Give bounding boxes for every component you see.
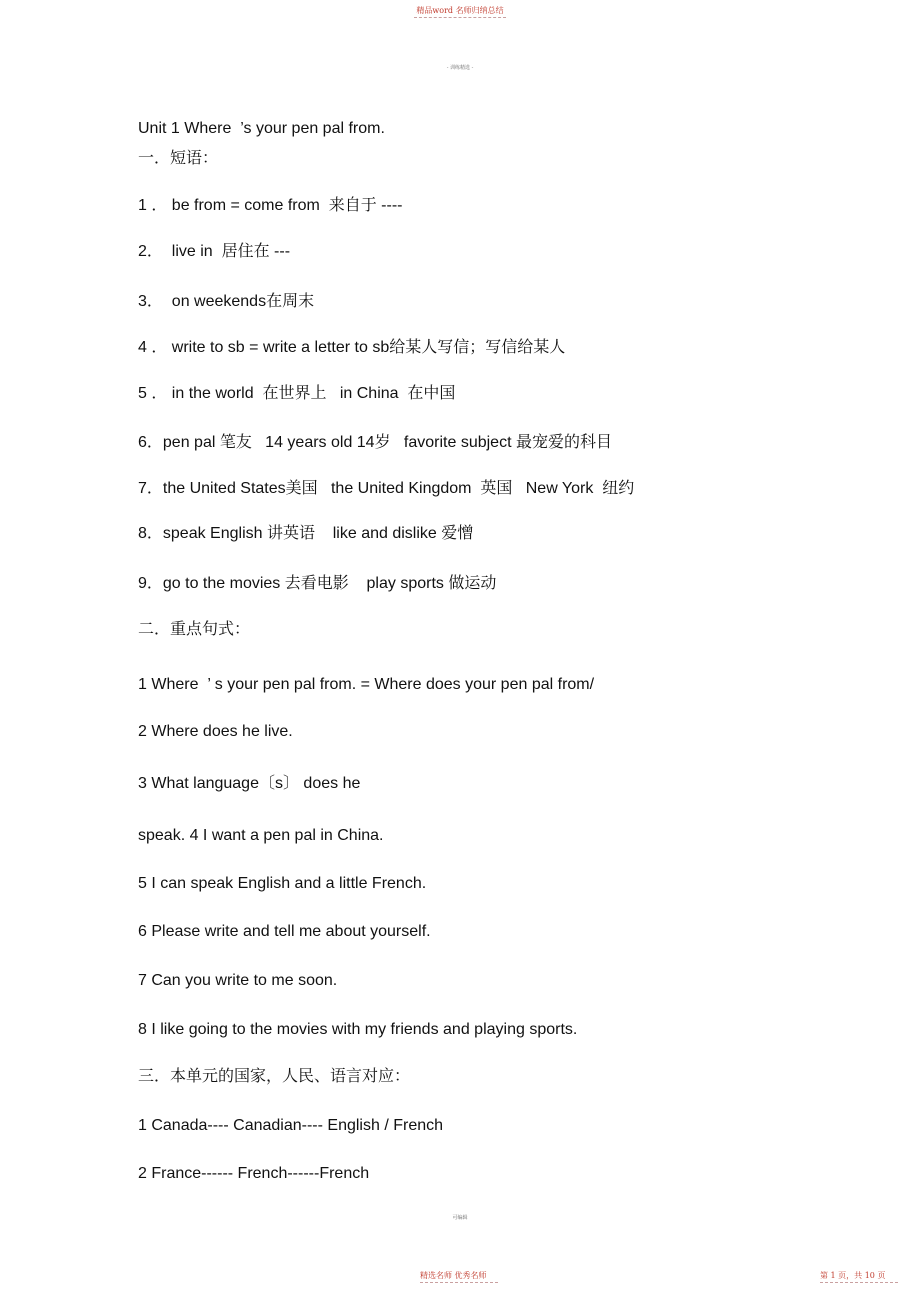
phrase-item: 8．speak English 讲英语 like and dislike 爱憎 [138,525,474,542]
phrase-item: 4 ． write to sb = write a letter to sb给某人写信；写信给某人 [138,339,566,356]
country-item: 1 Canada---- Canadian---- English / French [138,1117,444,1134]
footer-right-dashed-rule [820,1282,898,1283]
phrase-item: 6．pen pal 笔友 14 years old 14岁 favorite subject 最宠爱的科目 [138,434,612,451]
sentence-item: 6 Please write and tell me about yourself. [138,923,431,940]
header-label: 精品word 名师归纳总结 [416,6,504,15]
section-heading-phrases: 一．短语： [138,148,219,167]
sentence-item: 3 What language〔s〕 does he [138,775,361,792]
phrase-item: 5 ． in the world 在世界上 in China 在中国 [138,385,456,402]
footer-page-number [820,1270,898,1283]
sentence-item: 2 Where does he live. [138,723,293,740]
section-heading-countries: 三．本单元的国家，人民、语言对应： [138,1066,411,1085]
phrase-item: 2． live in 居住在 --- [138,243,291,260]
unit-title: Unit 1 Where ’s your pen pal from. [138,120,385,137]
section-heading-sentences: 二．重点句式： [138,619,251,638]
sentence-item: speak. 4 I want a pen pal in China. [138,827,384,844]
phrase-item: 9．go to the movies 去看电影 play sports 做运动 [138,575,497,592]
sentence-item: 5 I can speak English and a little French. [138,875,427,892]
phrase-item: 3． on weekends在周末 [138,293,315,310]
country-item: 2 France------ French------French [138,1165,370,1182]
sentence-item: 7 Can you write to me soon. [138,972,338,989]
sentence-item: 8 I like going to the movies with my friends and playing sports. [138,1021,578,1038]
footer-left-banner [420,1270,498,1283]
phrase-item: 7．the United States美国 the United Kingdom 英国 New York 纽约 [138,480,635,497]
phrase-item: 1 ． be from = come from 来自于 ---- [138,197,403,214]
page-number-label: 第 1 页，共 10 页 [820,1271,886,1280]
footer-editable-label: 可编辑 [452,1215,468,1221]
page-header-banner [0,5,920,18]
footer-left-label: 精选名师 优秀名师 [420,1271,487,1280]
footer-left-dashed-rule [420,1282,498,1283]
header-sublabel: - 训练精选 - [446,65,474,71]
sentence-item: 1 Where ’ s your pen pal from. = Where does your pen pal from/ [138,676,595,693]
header-dashed-rule [414,17,506,18]
